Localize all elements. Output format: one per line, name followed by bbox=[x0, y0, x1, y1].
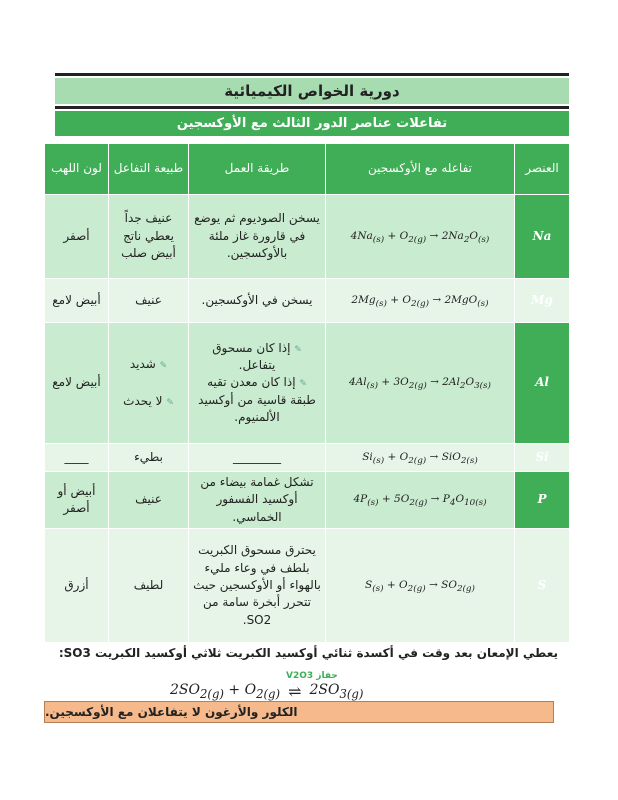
page-subtitle: تفاعلات عناصر الدور الثالث مع الأوكسجين bbox=[55, 111, 569, 136]
reaction-cell: $Si_{(s)} + O_{2(g)} \to SiO_{2(s)}$ bbox=[326, 444, 515, 472]
equilibrium-arrow-icon: ⇌ bbox=[288, 682, 302, 701]
element-cell: Si bbox=[515, 444, 570, 472]
footer-note: الكلور والأرغون لا يتفاعلان مع الأوكسجين. bbox=[44, 701, 554, 723]
flame-cell: أبيض لامع bbox=[45, 323, 109, 444]
method-line: إذا كان مسحوق يتفاعل. bbox=[212, 340, 291, 372]
nature-cell: عنيف جداً يعطي ناتج أبيض صلب bbox=[109, 195, 189, 279]
method-cell: يسخن في الأوكسجين. bbox=[189, 279, 326, 323]
element-cell: Al bbox=[515, 323, 570, 444]
page-title: دورية الخواص الكيميائية bbox=[55, 78, 569, 104]
table-header-row bbox=[45, 144, 570, 195]
nature-cell: عنيف bbox=[109, 472, 189, 529]
method-cell: يسخن الصوديوم ثم يوضع في قارورة غاز ملئة بالأوكسجين. bbox=[189, 195, 326, 279]
method-cell: يحترق مسحوق الكبريت بلطف في وعاء مليء بالهواء أو الأوكسجين حيث تتحرر أبخرة سامة من SO2. bbox=[189, 529, 326, 643]
method-line: إذا كان معدن تقيه طبقة قاسية من أوكسيد الألمنيوم. bbox=[198, 375, 316, 425]
table-row bbox=[45, 279, 570, 323]
element-cell: P bbox=[515, 472, 570, 529]
table-row bbox=[45, 444, 570, 472]
catalyst-label: حفاز V2O3 bbox=[286, 671, 338, 681]
bullet-icon: ✎ bbox=[299, 379, 307, 390]
equation-rhs: $2SO_{3(g)}$ bbox=[309, 682, 364, 701]
method-cell: ________ bbox=[189, 444, 326, 472]
flame-cell: أبيض لامع bbox=[45, 279, 109, 323]
mid-rule bbox=[55, 106, 569, 109]
table-row bbox=[45, 529, 570, 643]
nature-cell: عنيف bbox=[109, 279, 189, 323]
flame-cell: أزرق bbox=[45, 529, 109, 643]
bullet-icon: ✎ bbox=[294, 344, 302, 355]
header-flame: لون اللهب bbox=[45, 144, 109, 195]
reaction-cell: $4Al_{(s)} + 3O_{2(g)} \to 2Al_2O_{3(s)}$ bbox=[326, 323, 515, 444]
element-cell: Na bbox=[515, 195, 570, 279]
header-element: العنصر bbox=[515, 144, 570, 195]
equation-lhs: $2SO_{2(g)} + O_{2(g)}$ bbox=[170, 682, 281, 701]
flame-cell: أصفر bbox=[45, 195, 109, 279]
table-row bbox=[45, 323, 570, 444]
nature-cell bbox=[109, 323, 189, 444]
reactions-table bbox=[44, 143, 570, 643]
bullet-icon: ✎ bbox=[159, 360, 168, 371]
method-cell bbox=[189, 323, 326, 444]
reaction-cell: $4P_{(s)} + 5O_{2(g)} \to P_4O_{10(s)}$ bbox=[326, 472, 515, 529]
nature-cell: بطيء bbox=[109, 444, 189, 472]
table-row bbox=[45, 472, 570, 529]
flame-cell: ____ bbox=[45, 444, 109, 472]
oxidation-note: يعطي الإمعان بعد وقت في أكسدة ثنائي أوكسيد الكبريت ثلاثي أوكسيد الكبريت SO3: bbox=[58, 646, 558, 660]
table-row bbox=[45, 195, 570, 279]
reaction-cell: $4Na_{(s)} + O_{2(g)} \to 2Na_2O_{(s)}$ bbox=[326, 195, 515, 279]
reaction-cell: $2Mg_{(s)} + O_{2(g)} \to 2MgO_{(s)}$ bbox=[326, 279, 515, 323]
element-cell: S bbox=[515, 529, 570, 643]
header-nature: طبيعة التفاعل bbox=[109, 144, 189, 195]
nature-cell: لطيف bbox=[109, 529, 189, 643]
equilibrium-equation bbox=[170, 682, 450, 701]
bullet-icon: ✎ bbox=[166, 398, 174, 408]
nature-line: شديد bbox=[129, 356, 156, 371]
nature-line: لا يحدث bbox=[123, 394, 163, 408]
flame-cell: أبيض أو أصفر bbox=[45, 472, 109, 529]
element-cell: Mg bbox=[515, 279, 570, 323]
reaction-cell: $S_{(s)} + O_{2(g)} \to SO_{2(g)}$ bbox=[326, 529, 515, 643]
header-reaction: تفاعله مع الأوكسجين bbox=[326, 144, 515, 195]
top-rule bbox=[55, 73, 569, 76]
method-cell: تشكل غمامة بيضاء من أوكسيد الفسفور الخماسي. bbox=[189, 472, 326, 529]
header-method: طريقة العمل bbox=[189, 144, 326, 195]
